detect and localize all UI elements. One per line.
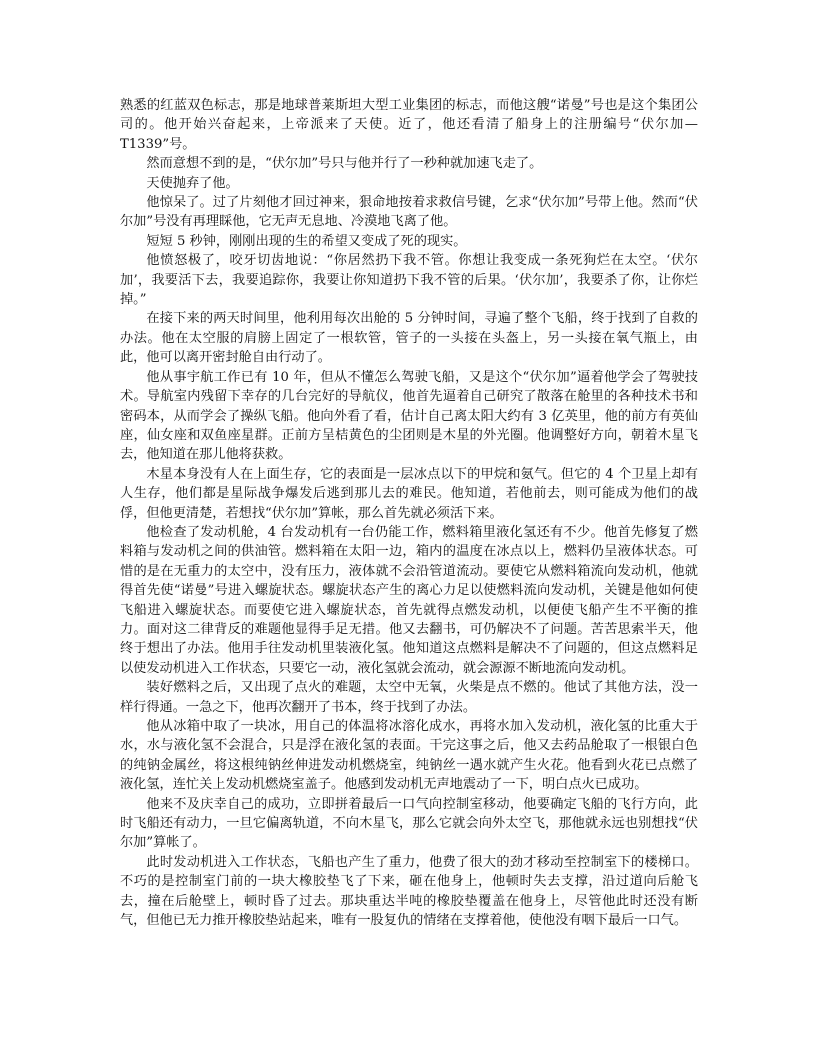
paragraph: 然而意想不到的是，“伏尔加”号只与他并行了一秒种就加速飞走了。 (146, 156, 543, 172)
paragraph: 他从冰箱中取了一块冰，用自己的体温将冰溶化成水，再将水加入发动机，液化氢的比重大于水，水与液化氢不会混合，只是浮在液化氢的表面。干完这事之后，他又去药品舱取了一根银白色的纯钠金属丝，将这根纯钠丝伸进发动机燃烧室，纯钠丝一遇水就产生火花。他看到火花已点燃了液化氢，连忙关上发动机燃烧室盖子。他感到发动机无声地震动了一下，明白点火已成功。 (120, 719, 698, 793)
paragraph: 在接下来的两天时间里，他利用每次出舱的 5 分钟时间，寻遍了整个飞船，终于找到了自救的办法。他在太空服的肩膀上固定了一根软管，管子的一头接在头盔上，另一头接在氧气瓶上，由此，他可以离开密封舱自由行动了。 (120, 311, 698, 366)
paragraph: 此时发动机进入工作状态，飞船也产生了重力，他费了很大的劲才移动至控制室下的楼梯口。不巧的是控制室门前的一块大橡胶垫飞了下来，砸在他身上，他顿时失去支撑，沿过道向后舱飞去，撞在后舱壁上，顿时昏了过去。那块重达半吨的橡胶垫覆盖在他身上，尽管他此时还没有断气，但他已无力推开橡胶垫站起来，唯有一股复仇的情绪在支撑着他，使他没有咽下最后一口气。 (120, 854, 698, 929)
paragraph-continued: 熟悉的红蓝双色标志，那是地球普莱斯坦大型工业集团的标志，而他这艘“诺曼”号也是这个集团公司的。他开始兴奋起来，上帝派来了天使。近了，他还看清了船身上的注册编号“伏尔加—T1339”号。 (120, 98, 698, 152)
paragraph: 他愤怒极了，咬牙切齿地说：“你居然扔下我不管。你想让我变成一条死狗烂在太空。‘伏尔加’，我要活下去，我要追踪你，我要让你知道扔下我不管的后果。‘伏尔加’，我要杀了你，让你烂掉。” (120, 253, 698, 308)
paragraph: 他从事宇航工作已有 10 年，但从不懂怎么驾驶飞船，又是这个“伏尔加”逼着他学会了驾驶技术。导航室内残留下幸存的几台完好的导航仪，他首先逼着自己研究了散落在舱里的各种技术书和密码本，从而学会了操纵飞船。他向外看了看，估计自己离太阳大约有 3 亿英里，他的前方有英仙座，仙女座和双鱼座星群。正前方呈桔黄色的尘团则是木星的外光圈。他调整好方向，朝着木星飞去，他知道在那儿他将获救。 (120, 369, 698, 463)
paragraph: 木星本身没有人在上面生存，它的表面是一层冰点以下的甲烷和氨气。但它的 4 个卫星上却有人生存，他们都是星际战争爆发后逃到那儿去的难民。他知道，若他前去，则可能成为他们的战俘，但他更清楚，若想找“伏尔加”算帐，那么首先就必须活下来。 (120, 466, 698, 521)
paragraph: 他惊呆了。过了片刻他才回过神来，狠命地按着求救信号键，乞求“伏尔加”号带上他。然而“伏尔加”号没有再理睬他，它无声无息地、冷漠地飞离了他。 (120, 195, 698, 230)
document-page (120, 96, 698, 930)
paragraph: 装好燃料之后，又出现了点火的难题，太空中无氧，火柴是点不燃的。他试了其他方法，没一样行得通。一急之下，他再次翻开了书本，终于找到了办法。 (120, 680, 698, 715)
paragraph: 他来不及庆幸自己的成功，立即拼着最后一口气向控制室移动，他要确定飞船的飞行方向，此时飞船还有动力，一旦它偏离轨道，不向木星飞，那么它就会向外太空飞，那他就永远也别想找“伏尔加”算帐了。 (120, 796, 698, 851)
paragraph: 短短 5 秒钟，刚刚出现的生的希望又变成了死的现实。 (146, 233, 467, 249)
paragraph: 他检查了发动机舱，4 台发动机有一台仍能工作，燃料箱里液化氢还有不少。他首先修复了燃料箱与发动机之间的供油管。燃料箱在太阳一边，箱内的温度在冰点以上，燃料仍呈液体状态。可惜的是在无重力的太空中，没有压力，液体就不会沿管道流动。要使它从燃料箱流向发动机，他就得首先使“诺曼”号进入螺旋状态。螺旋状态产生的离心力足以使燃料流向发动机，关键是他如何使飞船进入螺旋状态。而要使它进入螺旋状态，首先就得点燃发动机，以便使飞船产生不平衡的推力。面对这二律背反的难题他显得手足无措。他又去翻书，可仍解决不了问题。苦苦思索半天，他终于想出了办法。他用手往发动机里装液化氢。他知道这点燃料是解决不了问题的，但这点燃料足以使发动机进入工作状态，只要它一动，液化氢就会流动，就会源源不断地流向发动机。 (120, 524, 698, 676)
paragraph: 天使抛弃了他。 (146, 175, 239, 191)
